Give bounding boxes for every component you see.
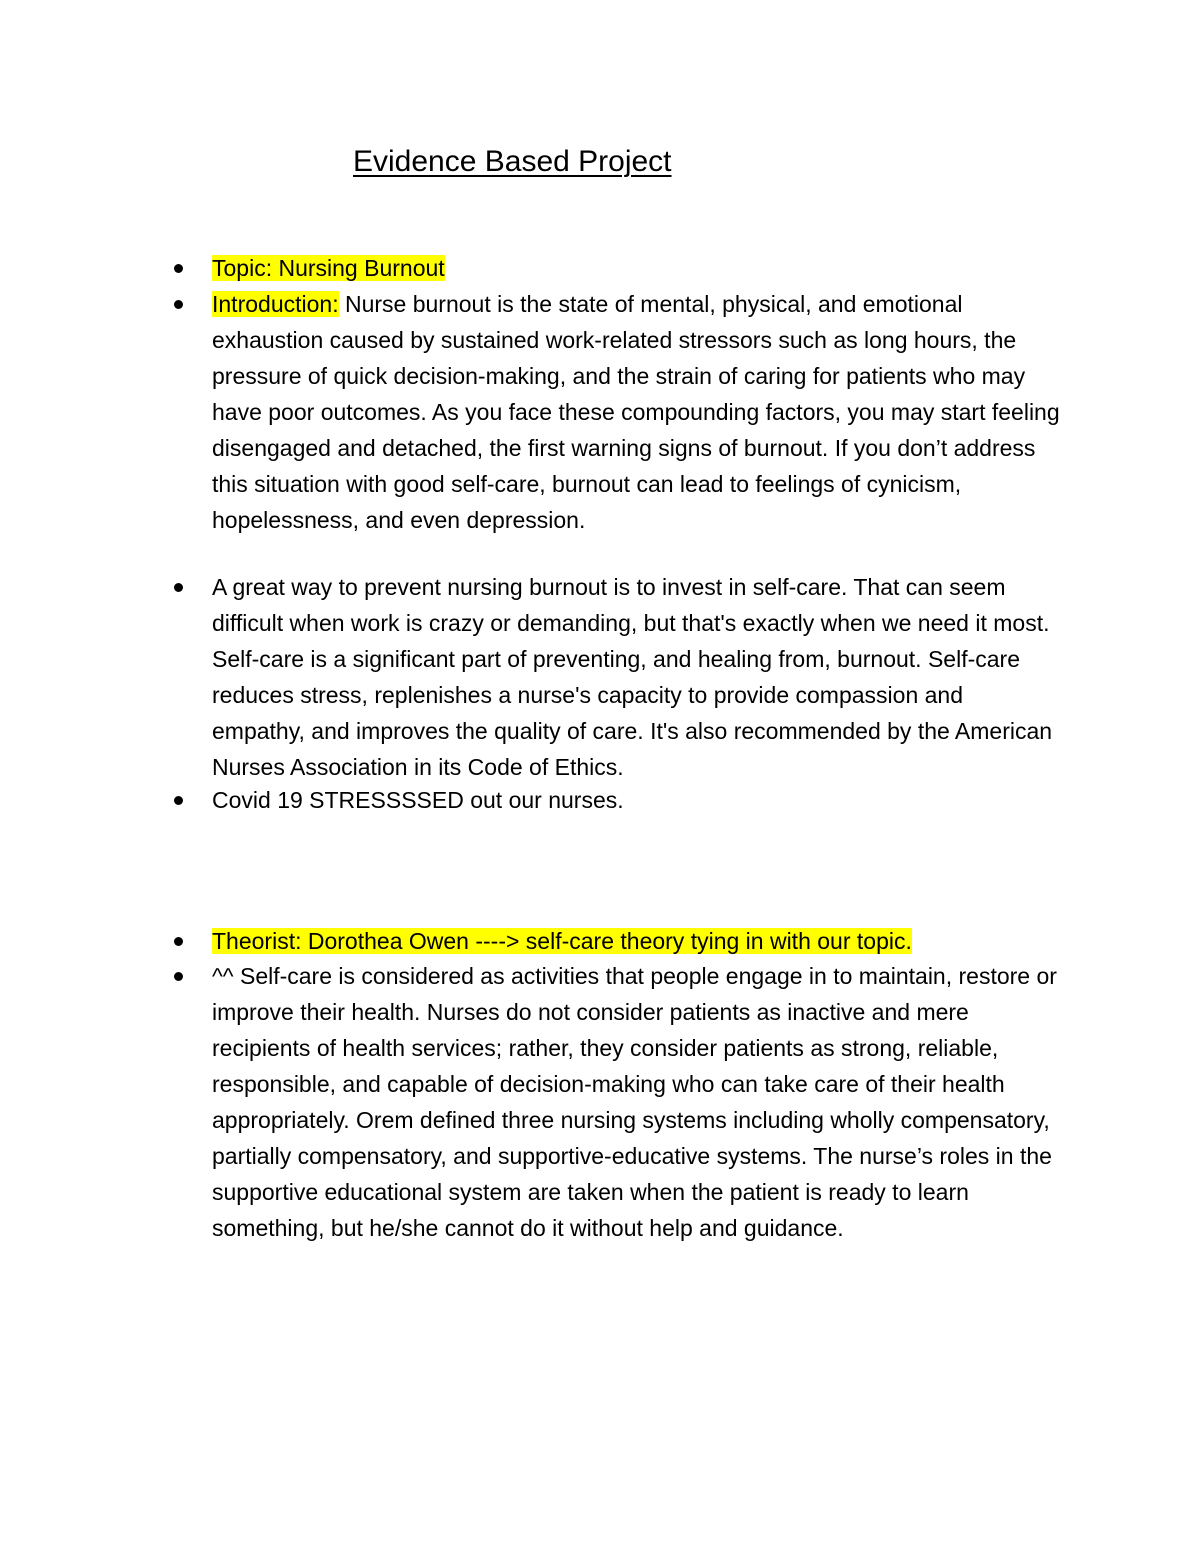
bullet-dot-icon <box>174 264 183 273</box>
document-title: Evidence Based Project <box>353 145 672 178</box>
introduction-text: Nurse burnout is the state of mental, physical, and emotional exhaustion caused by sustained work-related stressors such as long hours, the pressure of quick decision-making, and the strain of caring for patients who may have poor outcomes. As you face these compounding factors, you may start feeling disengaged and detached, the first warning signs of burnout. If you don’t address this situation with good self-care, burnout can lead to feelings of cynicism, hopelessness, and even depression. <box>212 291 1060 533</box>
bullet-dot-icon <box>174 583 183 592</box>
topic-label: Topic: Nursing Burnout <box>212 255 445 281</box>
bullet-introduction <box>212 286 1062 538</box>
bullet-dot-icon <box>174 796 183 805</box>
covid-text: Covid 19 STRESSSSED out our nurses. <box>212 787 624 813</box>
bullet-dot-icon <box>174 937 183 946</box>
bullet-covid <box>212 782 1062 818</box>
orem-theory-text: ^^ Self-care is considered as activities that people engage in to maintain, restore or improve their health. Nurses do not consider patients as inactive and mere recipients of health services; rather, they consider patients as strong, reliable, responsible, and capable of decision-making who can take care of their health appropriately. Orem defined three nursing systems including wholly compensatory, partially compensatory, and supportive-educative systems. The nurse’s roles in the supportive educational system are taken when the patient is ready to learn something, but he/she cannot do it without help and guidance. <box>212 963 1057 1241</box>
self-care-text: A great way to prevent nursing burnout is to invest in self-care. That can seem difficult when work is crazy or demanding, but that's exactly when we need it most. Self-care is a significant part of preventing, and healing from, burnout. Self-care reduces stress, replenishes a nurse's capacity to provide compassion and empathy, and improves the quality of care. It's also recommended by the American Nurses Association in its Code of Ethics. <box>212 574 1053 780</box>
introduction-label: Introduction: <box>212 291 339 317</box>
bullet-self-care <box>212 569 1062 785</box>
bullet-topic <box>212 250 1062 286</box>
bullet-dot-icon <box>174 972 183 981</box>
bullet-dot-icon <box>174 300 183 309</box>
bullet-orem-theory <box>212 958 1062 1246</box>
theorist-label: Theorist: Dorothea Owen ----> self-care theory tying in with our topic. <box>212 928 912 954</box>
bullet-theorist <box>212 923 1062 959</box>
